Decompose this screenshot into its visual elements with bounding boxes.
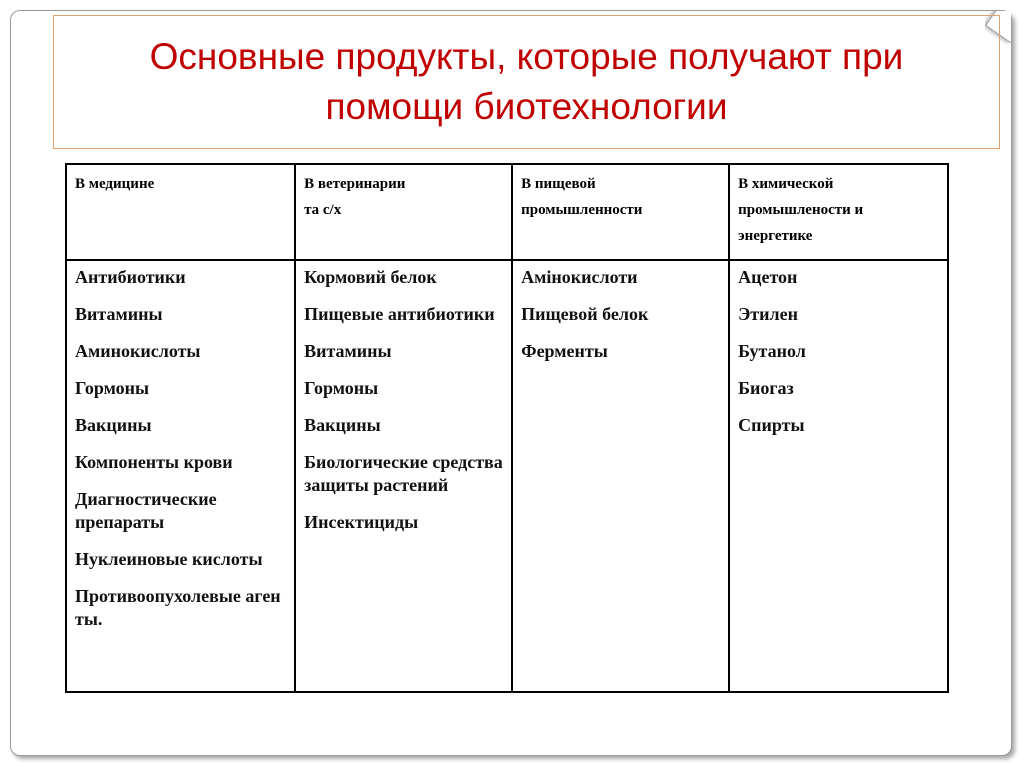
cell-food-industry	[512, 260, 729, 692]
header-line: промышленности	[521, 202, 643, 218]
list-item: Биогаз	[738, 378, 794, 398]
list-item: Ферменты	[521, 341, 608, 361]
slide-title: Основные продукты, которые получают при помощи биотехнологии	[149, 36, 904, 127]
list-item: Ацетон	[738, 267, 798, 287]
cell-medicine	[66, 260, 295, 692]
header-medicine	[66, 164, 295, 260]
title-box	[53, 15, 1000, 149]
header-line: В пищевой	[521, 176, 596, 192]
table-header-row	[66, 164, 948, 260]
list-item: Кормовий белок	[304, 267, 437, 287]
list-item: Биологические средства защиты растений	[304, 452, 503, 495]
header-veterinary	[295, 164, 512, 260]
list-item: Антибиотики	[75, 267, 186, 287]
list-item: Вакцины	[75, 415, 152, 435]
cell-chemical-industry	[729, 260, 948, 692]
list-item: Этилен	[738, 304, 798, 324]
list-item: Пищевые антибиотики	[304, 304, 495, 324]
list-item: Амінокислоти	[521, 267, 638, 287]
header-food-industry	[512, 164, 729, 260]
list-item: Диагностические препараты	[75, 489, 217, 532]
table-row	[66, 260, 948, 692]
list-item: Гормоны	[304, 378, 379, 398]
header-line: та с/х	[304, 202, 342, 218]
list-item: Пищевой белок	[521, 304, 649, 324]
header-line: промышлености и	[738, 202, 864, 218]
list-item: Гормоны	[75, 378, 150, 398]
header-line: В ветеринарии	[304, 176, 406, 192]
list-item: Спирты	[738, 415, 805, 435]
list-item: Витамины	[304, 341, 392, 361]
list-item: Инсектициды	[304, 512, 419, 532]
cell-veterinary	[295, 260, 512, 692]
header-line: В медицине	[75, 176, 155, 192]
list-item: Бутанол	[738, 341, 806, 361]
list-item: Нуклеиновые кислоты	[75, 549, 263, 569]
header-line: энергетике	[738, 228, 813, 244]
list-item: Вакцины	[304, 415, 381, 435]
list-item: Противоопухолевые агенты.	[75, 586, 281, 629]
products-table	[65, 163, 949, 693]
header-chemical-industry	[729, 164, 948, 260]
header-line: В химической	[738, 176, 834, 192]
list-item: Компоненты крови	[75, 452, 233, 472]
list-item: Аминокислоты	[75, 341, 201, 361]
list-item: Витамины	[75, 304, 163, 324]
